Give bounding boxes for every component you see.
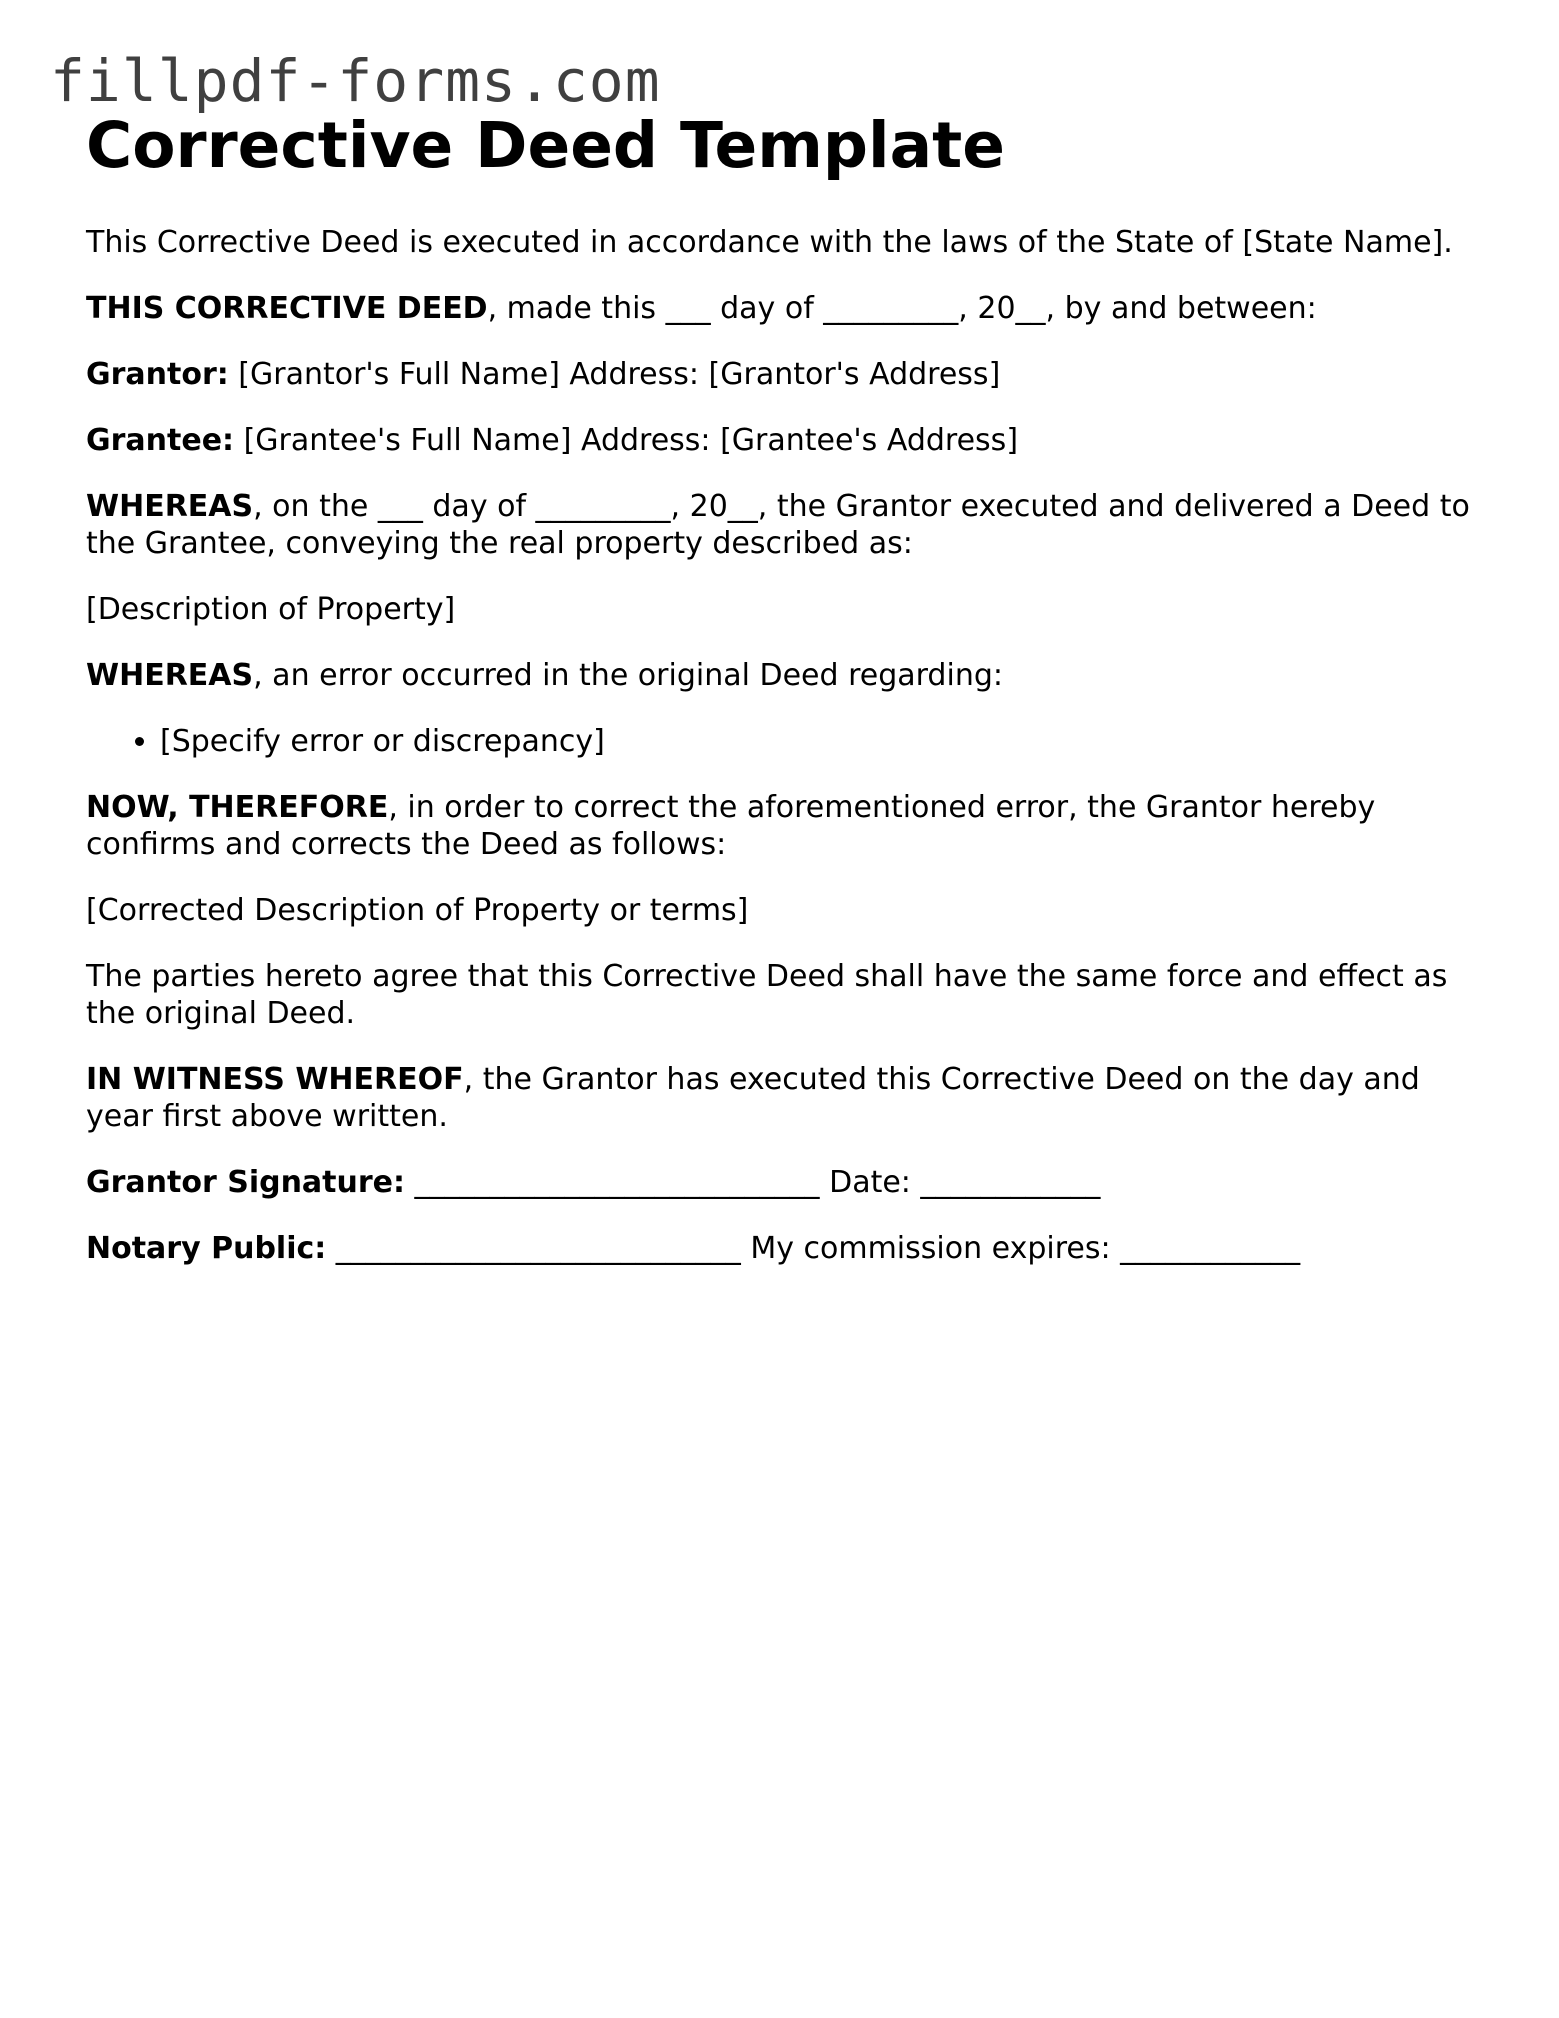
now-therefore-label: NOW, THEREFORE bbox=[86, 790, 389, 825]
page-title: Corrective Deed Template bbox=[86, 109, 1005, 182]
whereas-label: WHEREAS bbox=[86, 489, 254, 524]
whereas-text: , on the ___ day of _________, 20__, the Grantor executed and delivered a Deed to the Grantee, conveying the real property described as: bbox=[86, 489, 1470, 561]
grantee-label: Grantee: bbox=[86, 423, 235, 458]
whereas-text: , an error occurred in the original Deed regarding: bbox=[253, 658, 1003, 693]
now-therefore-paragraph bbox=[86, 789, 1486, 863]
made-paragraph bbox=[86, 290, 1486, 327]
corrected-description: [Corrected Description of Property or terms] bbox=[86, 893, 749, 928]
notary-line bbox=[86, 1230, 1486, 1267]
list-item: • [Specify error or discrepancy] bbox=[160, 723, 1486, 760]
grantee-text: [Grantee's Full Name] Address: [Grantee's Address] bbox=[234, 423, 1019, 458]
grantor-label: Grantor: bbox=[86, 357, 229, 392]
witness-label: IN WITNESS WHEREOF bbox=[86, 1062, 464, 1097]
witness-text: , the Grantor has executed this Corrective Deed on the day and year first above written. bbox=[86, 1062, 1420, 1134]
made-label: THIS CORRECTIVE DEED bbox=[86, 291, 488, 326]
notary-blanks: ___________________________ My commission expires: ____________ bbox=[326, 1231, 1301, 1266]
grantor-text: [Grantor's Full Name] Address: [Grantor's Address] bbox=[228, 357, 1001, 392]
grantor-paragraph bbox=[86, 356, 1486, 393]
intro-paragraph: This Corrective Deed is executed in accordance with the laws of the State of [State Name]. bbox=[86, 225, 1453, 260]
made-text: , made this ___ day of _________, 20__, by and between: bbox=[487, 291, 1317, 326]
whereas-label: WHEREAS bbox=[86, 658, 254, 693]
grantor-signature-label: Grantor Signature: bbox=[86, 1165, 406, 1200]
watermark: fillpdf-forms.com bbox=[50, 47, 661, 115]
whereas-error-paragraph bbox=[86, 657, 1486, 694]
grantee-paragraph bbox=[86, 422, 1486, 459]
grantor-signature-blanks: ___________________________ Date: ____________ bbox=[405, 1165, 1101, 1200]
whereas-delivery-paragraph bbox=[86, 488, 1486, 562]
now-therefore-text: , in order to correct the aforementioned error, the Grantor hereby confirms and corrects the Deed as follows: bbox=[86, 790, 1376, 862]
witness-paragraph bbox=[86, 1061, 1486, 1135]
error-list bbox=[86, 723, 1486, 760]
document-body bbox=[86, 108, 1486, 1296]
property-description: [Description of Property] bbox=[86, 592, 456, 627]
grantor-signature-line bbox=[86, 1164, 1486, 1201]
agreement-paragraph: The parties hereto agree that this Corrective Deed shall have the same force and effect as the original Deed. bbox=[86, 959, 1448, 1031]
notary-label: Notary Public: bbox=[86, 1231, 327, 1266]
